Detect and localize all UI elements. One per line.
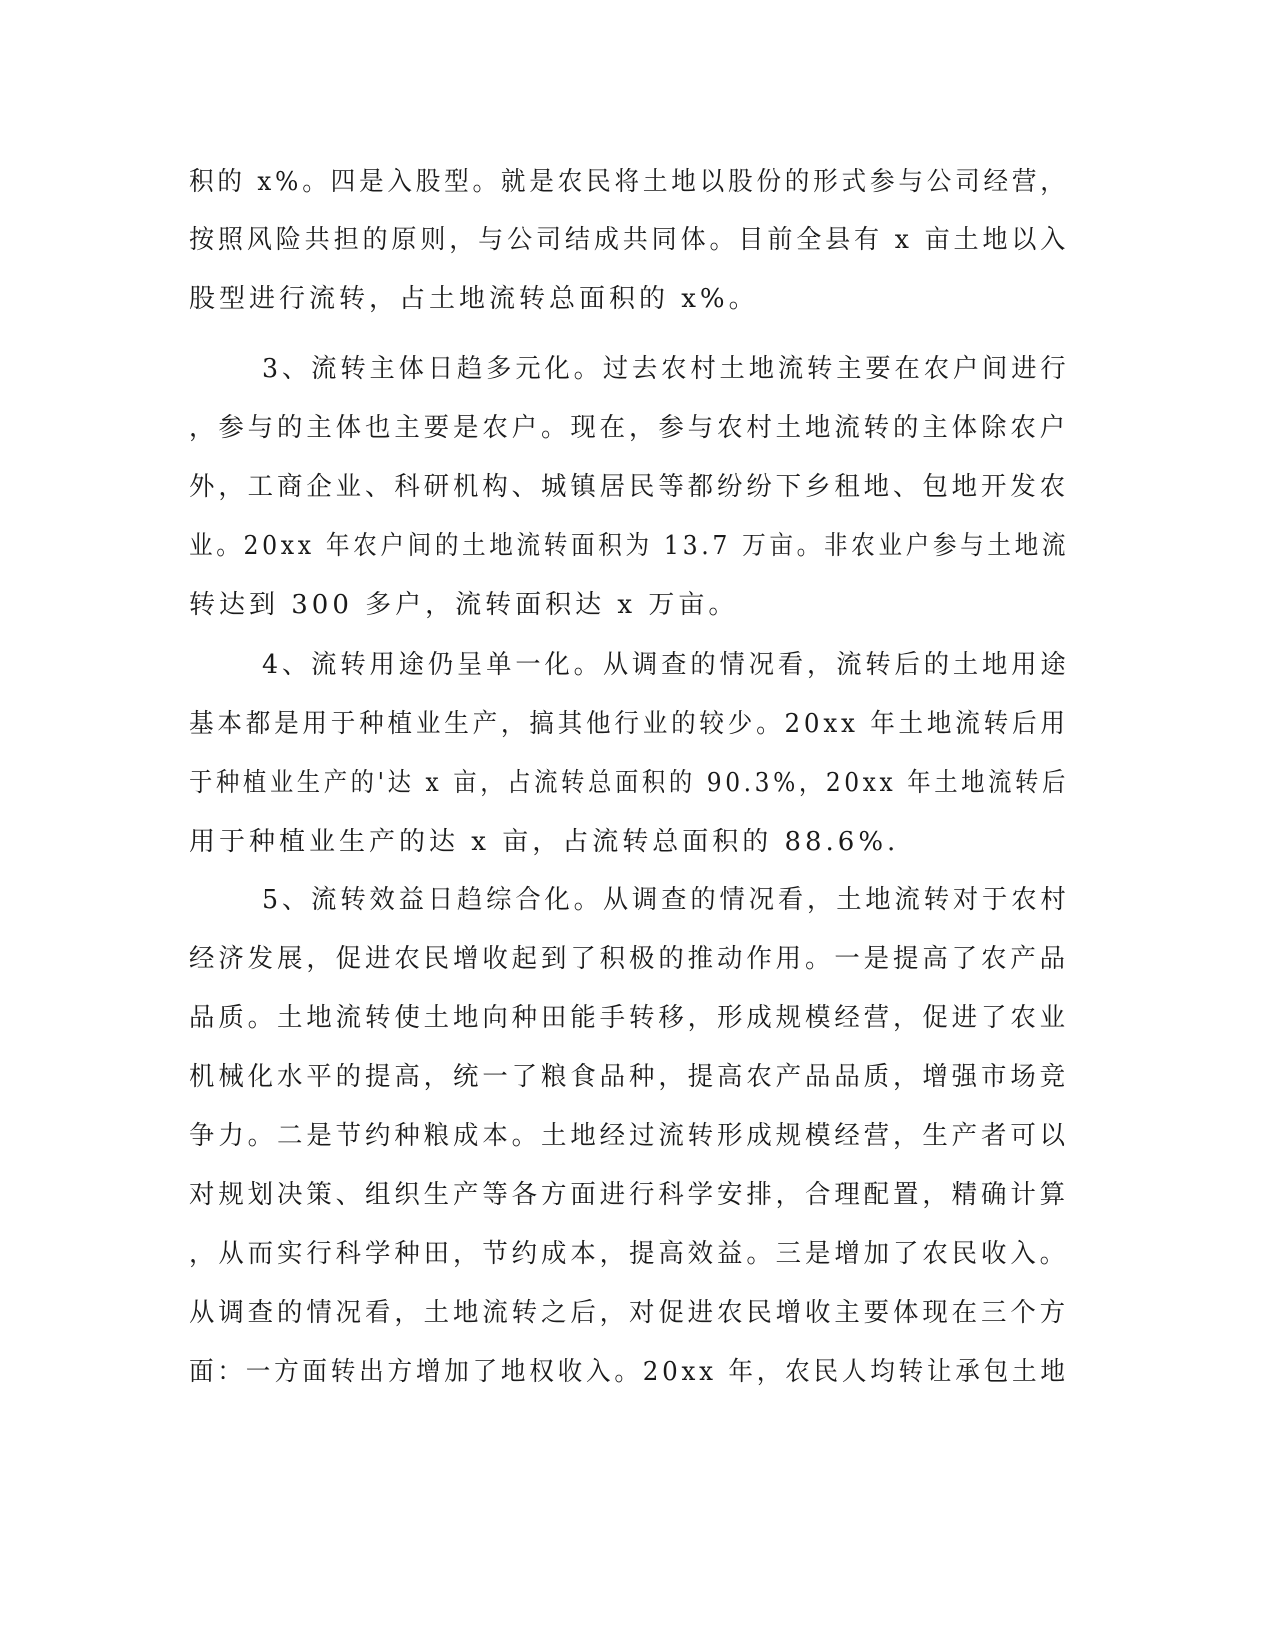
text-line: 用于种植业生产的达 x 亩，占流转总面积的 88.6%.: [189, 827, 900, 857]
text-line: 转达到 300 多户，流转面积达 x 万亩。: [189, 590, 739, 620]
text-line: 从调查的情况看，土地流转之后，对促进农民增收主要体现在三个方: [189, 1298, 1070, 1328]
text-line: 经济发展，促进农民增收起到了积极的推动作用。一是提高了农产品: [189, 944, 1070, 974]
text-line: 面：一方面转出方增加了地权收入。20xx 年，农民人均转让承包土地: [189, 1357, 1069, 1387]
text-line: 外，工商企业、科研机构、城镇居民等都纷纷下乡租地、包地开发农: [189, 472, 1070, 502]
text-line: 积的 x%。四是入股型。就是农民将土地以股份的形式参与公司经营，: [189, 167, 1069, 197]
text-line: 业。20xx 年农户间的土地流转面积为 13.7 万亩。非农业户参与土地流: [189, 531, 1070, 561]
text-line: 争力。二是节约种粮成本。土地经过流转形成规模经营，生产者可以: [189, 1121, 1070, 1151]
text-line: 基本都是用于种植业生产，搞其他行业的较少。20xx 年土地流转后用: [189, 709, 1069, 739]
text-line: 按照风险共担的原则，与公司结成共同体。目前全县有 x 亩土地以入: [189, 225, 1070, 255]
text-line: 机械化水平的提高，统一了粮食品种，提高农产品品质，增强市场竞: [189, 1062, 1070, 1092]
text-line: 5、流转效益日趋综合化。从调查的情况看，土地流转对于农村: [262, 885, 1070, 915]
text-line: ，从而实行科学种田，节约成本，提高效益。三是增加了农民收入。: [189, 1239, 1070, 1269]
text-line: 品质。土地流转使土地向种田能手转移，形成规模经营，促进了农业: [189, 1003, 1070, 1033]
text-line: 4、流转用途仍呈单一化。从调查的情况看，流转后的土地用途: [262, 650, 1070, 680]
text-line: 于种植业生产的'达 x 亩，占流转总面积的 90.3%，20xx 年土地流转后: [189, 768, 1069, 798]
text-line: 对规划决策、组织生产等各方面进行科学安排，合理配置，精确计算: [189, 1180, 1070, 1210]
text-line: 3、流转主体日趋多元化。过去农村土地流转主要在农户间进行: [262, 354, 1070, 384]
text-line: ，参与的主体也主要是农户。现在，参与农村土地流转的主体除农户: [189, 413, 1070, 443]
text-line: 股型进行流转，占土地流转总面积的 x%。: [189, 284, 759, 314]
